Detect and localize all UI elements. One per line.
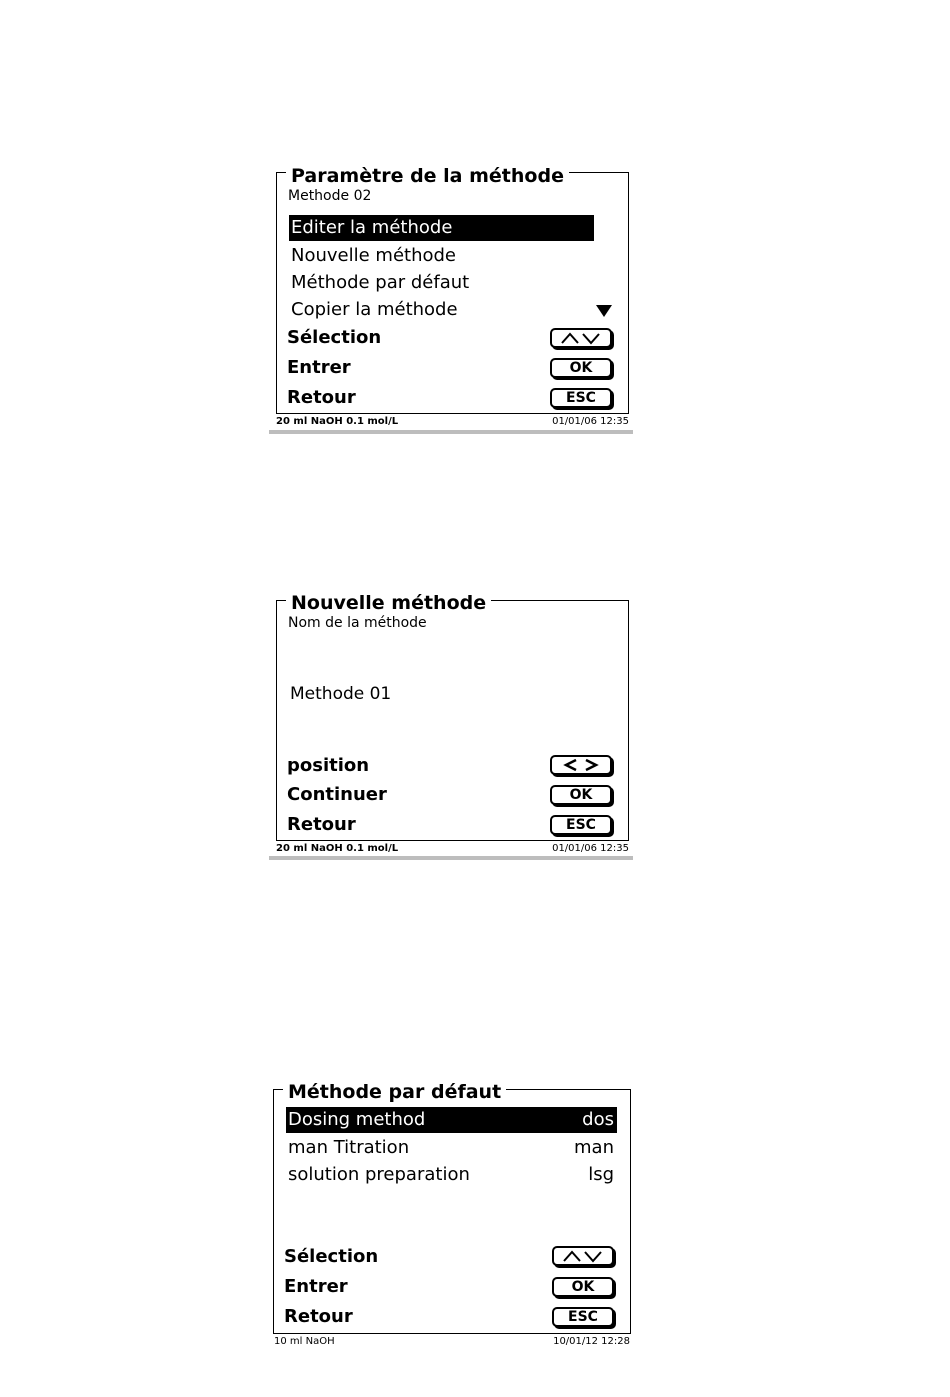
reagent-status: 10 ml NaOH [274,1336,335,1347]
status-divider [269,856,633,860]
enter-label: Entrer [287,357,351,378]
menu-item-dosing-method[interactable] [286,1107,617,1133]
continue-label: Continuer [287,784,387,805]
date-time: 01/01/06 12:35 [552,416,629,427]
date-time: 01/01/06 12:35 [552,843,629,854]
esc-key-button[interactable]: ESC [550,815,612,835]
method-code: man [574,1137,614,1158]
menu-item-new-method[interactable]: Nouvelle méthode [291,245,456,266]
method-label: Dosing method [288,1109,426,1130]
method-name-label: Methode 02 [288,188,372,204]
ok-key-button[interactable]: OK [550,358,612,378]
up-down-arrows-icon [561,1249,605,1263]
ok-key-button[interactable]: OK [552,1277,614,1297]
selection-label: Sélection [284,1246,379,1267]
enter-label: Entrer [284,1276,348,1297]
up-down-key-button[interactable] [550,328,612,348]
screen-title: Nouvelle méthode [286,593,491,613]
menu-item-copy-method[interactable]: Copier la méthode [291,299,458,320]
selection-label: Sélection [287,327,382,348]
up-down-arrows-icon [559,331,603,345]
method-name-input[interactable]: Methode 01 [290,684,392,704]
status-bar [270,1335,634,1349]
status-bar [272,415,633,429]
status-bar [272,842,633,856]
left-right-key-button[interactable] [550,755,612,775]
esc-key-button[interactable]: ESC [550,388,612,408]
method-code: dos [582,1109,614,1130]
back-label: Retour [287,814,356,835]
back-label: Retour [284,1306,353,1327]
ok-key-button[interactable]: OK [550,785,612,805]
menu-item-solution-preparation[interactable] [286,1162,617,1188]
method-label: man Titration [288,1137,410,1158]
method-code: lsg [588,1164,614,1185]
position-label: position [287,755,370,776]
reagent-status: 20 ml NaOH 0.1 mol/L [276,843,399,854]
method-name-label: Nom de la méthode [288,615,427,631]
menu-item-edit-method[interactable]: Editer la méthode [289,215,594,241]
status-divider [269,430,633,434]
reagent-status: 20 ml NaOH 0.1 mol/L [276,416,399,427]
method-label: solution preparation [288,1164,470,1185]
date-time: 10/01/12 12:28 [553,1336,630,1347]
up-down-key-button[interactable] [552,1246,614,1266]
screen-title: Méthode par défaut [283,1082,506,1102]
screen-title: Paramètre de la méthode [286,166,569,186]
menu-item-man-titration[interactable] [286,1135,617,1161]
more-below-arrow-icon [596,305,612,317]
left-right-arrows-icon [559,758,603,772]
esc-key-button[interactable]: ESC [552,1307,614,1327]
menu-item-default-method[interactable]: Méthode par défaut [291,272,470,293]
back-label: Retour [287,387,356,408]
